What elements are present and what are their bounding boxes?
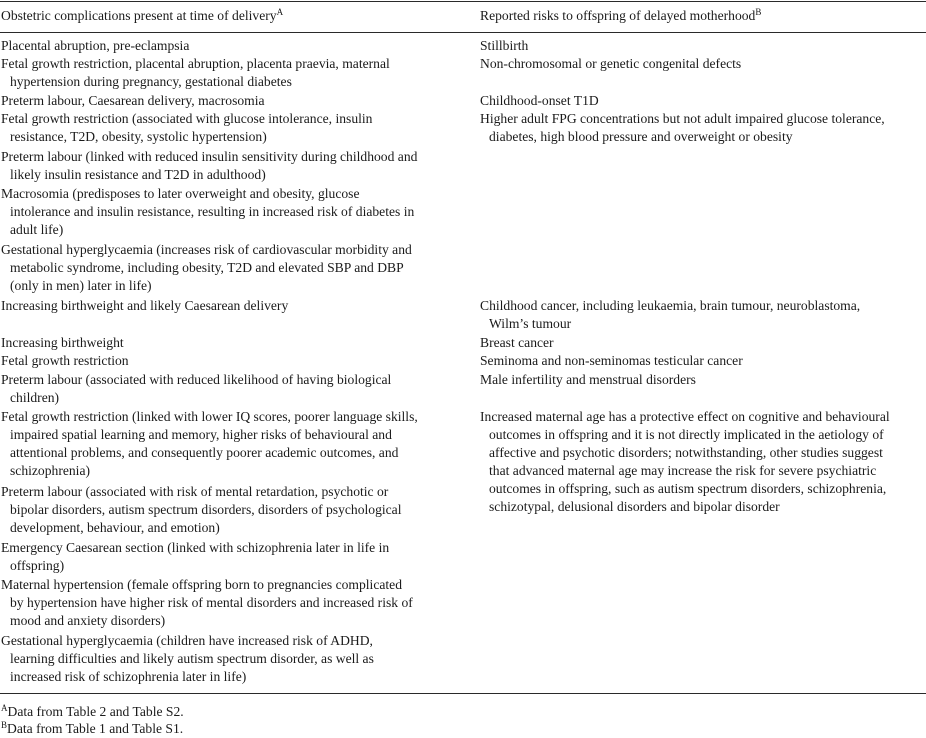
- table-cell: [480, 371, 926, 389]
- table-cell: [480, 352, 926, 370]
- footnote-marker: A: [1, 703, 8, 713]
- cell-line: Emergency Caesarean section (linked with schizophrenia later in life in: [1, 540, 390, 555]
- cell-line: Increasing birthweight and likely Caesarean delivery: [1, 298, 289, 313]
- table-cell: [1, 148, 471, 184]
- table-cell: [480, 92, 926, 110]
- cell-line: Macrosomia (predisposes to later overweight and obesity, glucose: [1, 186, 360, 201]
- footnote-marker: B: [1, 720, 8, 730]
- cell-line: learning difficulties and likely autism spectrum disorder, as well as: [10, 651, 374, 666]
- cell-line: Increasing birthweight: [1, 335, 124, 350]
- table-cell: [480, 334, 926, 352]
- cell-line: Fetal growth restriction: [1, 353, 129, 368]
- table-cell: [1, 37, 471, 55]
- table-cell: [1, 576, 471, 630]
- footnote-b: [1, 720, 183, 738]
- table-bottom-rule: [0, 693, 926, 694]
- table-cell: [480, 55, 926, 73]
- cell-line: Breast cancer: [480, 335, 554, 350]
- table-cell: [1, 371, 471, 407]
- table-cell: [1, 334, 471, 352]
- cell-line: Increased maternal age has a protective effect on cognitive and behavioural: [480, 409, 890, 424]
- table-cell: [1, 297, 471, 315]
- cell-line: intolerance and insulin resistance, resulting in increased risk of diabetes in: [10, 204, 415, 219]
- cell-line: Placental abruption, pre-eclampsia: [1, 38, 190, 53]
- cell-line: Preterm labour, Caesarean delivery, macrosomia: [1, 93, 265, 108]
- cell-line: bipolar disorders, autism spectrum disorders, disorders of psychological: [10, 502, 402, 517]
- cell-line: Fetal growth restriction (associated with glucose intolerance, insulin: [1, 111, 373, 126]
- cell-line: Fetal growth restriction, placental abruption, placenta praevia, maternal: [1, 56, 390, 71]
- cell-line: Gestational hyperglycaemia (children have increased risk of ADHD,: [1, 633, 373, 648]
- cell-line: metabolic syndrome, including obesity, T2D and elevated SBP and DBP: [10, 260, 404, 275]
- cell-line: development, behaviour, and emotion): [10, 520, 220, 535]
- cell-line: Non-chromosomal or genetic congenital defects: [480, 56, 742, 71]
- table-cell: [480, 408, 926, 516]
- cell-line: Childhood-onset T1D: [480, 93, 599, 108]
- cell-line: Preterm labour (associated with risk of mental retardation, psychotic or: [1, 484, 389, 499]
- cell-line: increased risk of schizophrenia later in life): [10, 669, 247, 684]
- cell-line: children): [10, 390, 60, 405]
- cell-line: (only in men) later in life): [10, 278, 152, 293]
- table-cell: [1, 539, 471, 575]
- table-cell: [1, 408, 471, 480]
- cell-line: mood and anxiety disorders): [10, 613, 166, 628]
- cell-line: Gestational hyperglycaemia (increases risk of cardiovascular morbidity and: [1, 242, 412, 257]
- footnote-marker: B: [755, 7, 762, 17]
- cell-line: outcomes in offspring and it is not directly implicated in the aetiology of: [489, 427, 884, 442]
- cell-line: Stillbirth: [480, 38, 529, 53]
- footnote-text: Data from Table 2 and Table S2.: [7, 704, 184, 719]
- cell-line: impaired spatial learning and memory, higher risks of behavioural and: [10, 427, 392, 442]
- cell-line: outcomes in offspring, such as autism spectrum disorders, schizophrenia,: [489, 481, 887, 496]
- footnote-text: Data from Table 1 and Table S1.: [7, 721, 184, 736]
- column-header-obstetric-complications: [1, 7, 283, 25]
- cell-line: Wilm’s tumour: [489, 316, 572, 331]
- cell-line: Seminoma and non-seminomas testicular cancer: [480, 353, 743, 368]
- footnote-marker: A: [276, 7, 284, 17]
- column-header-reported-risks: [480, 7, 761, 25]
- cell-line: Fetal growth restriction (linked with lower IQ scores, poorer language skills,: [1, 409, 418, 424]
- column-header-text: Obstetric complications present at time of delivery: [1, 8, 277, 23]
- table-cell: [1, 352, 471, 370]
- table-top-rule: [0, 1, 926, 2]
- cell-line: schizophrenia): [10, 463, 91, 478]
- table-cell: [480, 37, 926, 55]
- cell-line: diabetes, high blood pressure and overweight or obesity: [489, 129, 793, 144]
- cell-line: affective and psychotic disorders; notwithstanding, other studies suggest: [489, 445, 883, 460]
- cell-line: Preterm labour (linked with reduced insulin sensitivity during childhood and: [1, 149, 418, 164]
- header-rule: [0, 32, 926, 33]
- table-cell: [1, 241, 471, 295]
- cell-line: attentional problems, and consequently poorer academic outcomes, and: [10, 445, 399, 460]
- table-cell: [1, 483, 471, 537]
- cell-line: schizotypal, delusional disorders and bipolar disorder: [489, 499, 780, 514]
- table-cell: [480, 297, 926, 333]
- cell-line: resistance, T2D, obesity, systolic hypertension): [10, 129, 267, 144]
- cell-line: Maternal hypertension (female offspring born to pregnancies complicated: [1, 577, 403, 592]
- table-cell: [1, 92, 471, 110]
- cell-line: by hypertension have higher risk of mental disorders and increased risk of: [10, 595, 413, 610]
- table-cell: [1, 110, 471, 146]
- column-header-text: Reported risks to offspring of delayed motherhood: [480, 8, 756, 23]
- cell-line: hypertension during pregnancy, gestational diabetes: [10, 74, 292, 89]
- table-cell: [1, 632, 471, 686]
- cell-line: Higher adult FPG concentrations but not adult impaired glucose tolerance,: [480, 111, 885, 126]
- cell-line: likely insulin resistance and T2D in adulthood): [10, 167, 266, 182]
- table-cell: [480, 110, 926, 146]
- table-cell: [1, 55, 471, 91]
- table-cell: [1, 185, 471, 239]
- footnote-a: [1, 703, 184, 721]
- cell-line: Childhood cancer, including leukaemia, brain tumour, neuroblastoma,: [480, 298, 861, 313]
- cell-line: Male infertility and menstrual disorders: [480, 372, 696, 387]
- cell-line: adult life): [10, 222, 64, 237]
- cell-line: that advanced maternal age may increase the risk for severe psychiatric: [489, 463, 877, 478]
- cell-line: Preterm labour (associated with reduced likelihood of having biological: [1, 372, 392, 387]
- cell-line: offspring): [10, 558, 65, 573]
